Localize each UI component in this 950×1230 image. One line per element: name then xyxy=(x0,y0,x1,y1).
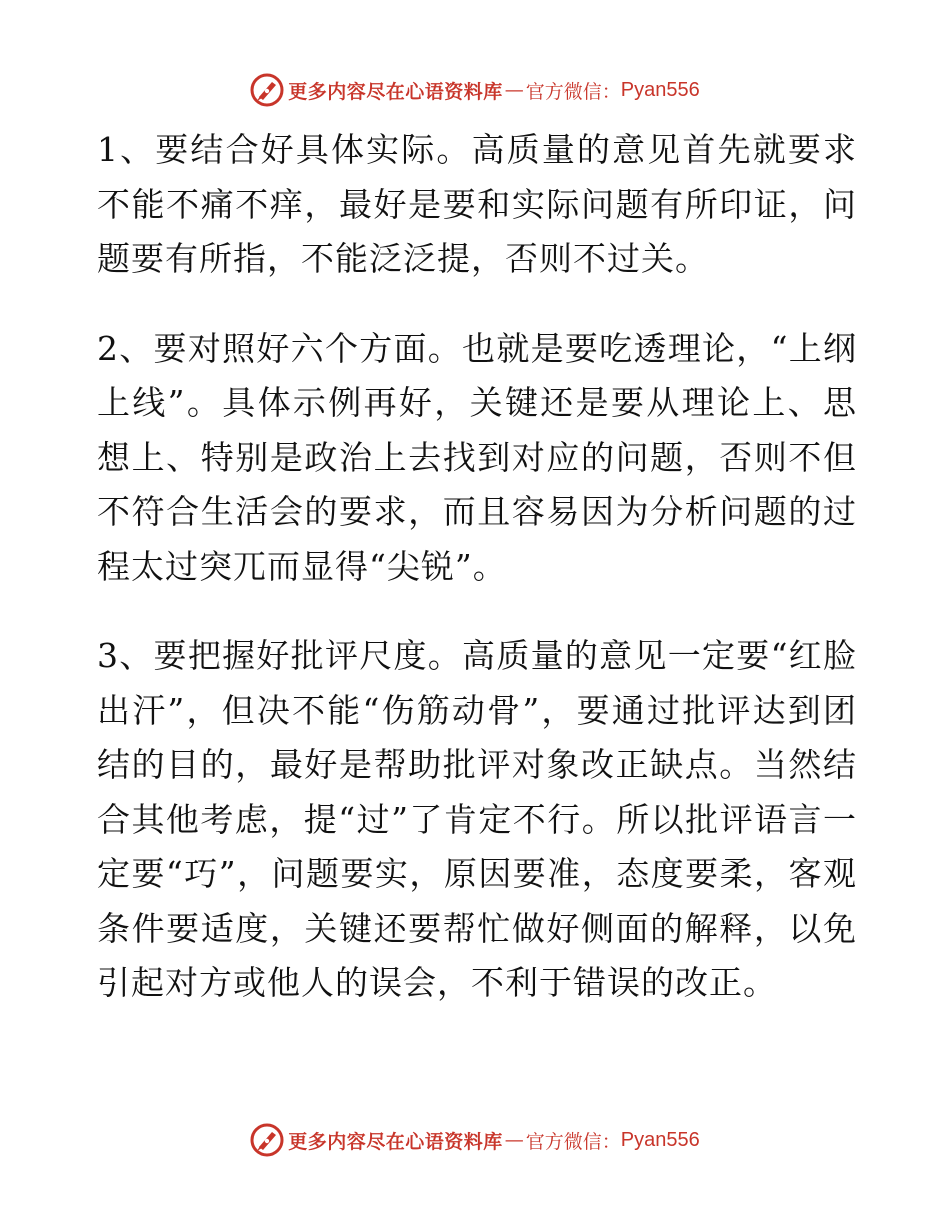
header-wechat-id: Pyan556 xyxy=(620,78,700,101)
pen-circle-logo-icon xyxy=(250,1123,284,1157)
footer-banner xyxy=(0,1120,950,1160)
footer-wechat-label: 官方微信： xyxy=(525,1130,621,1153)
footer-separator: — xyxy=(504,1129,524,1151)
header-promo-text: 更多内容尽在心语资料库 xyxy=(288,80,503,103)
paragraph-2: 2、要对照好六个方面。也就是要吃透理论，“上纲上线”。具体示例再好，关键还是要从理论上、思想上、特别是政治上去找到对应的问题，否则不但不符合生活会的要求，而且容易因为分析问题的过程太过突兀而显得“尖锐”。 xyxy=(97,328,857,586)
header-wechat-label: 官方微信： xyxy=(525,80,621,103)
footer-wechat-id: Pyan556 xyxy=(620,1128,700,1151)
document-body xyxy=(97,123,857,1046)
pen-circle-logo-icon xyxy=(250,73,284,107)
paragraph-3: 3、要把握好批评尺度。高质量的意见一定要“红脸出汗”，但决不能“伤筋动骨”，要通过批评达到团结的目的，最好是帮助批评对象改正缺点。当然结合其他考虑，提“过”了肯定不行。所以批评语言一定要“巧”，问题要实，原因要准，态度要柔，客观条件要适度，关键还要帮忙做好侧面的解释，以免引起对方或他人的误会，不利于错误的改正。 xyxy=(97,636,857,1002)
footer-promo-text: 更多内容尽在心语资料库 xyxy=(288,1130,503,1153)
header-separator: — xyxy=(504,79,524,101)
paragraph-1: 1、要结合好具体实际。高质量的意见首先就要求不能不痛不痒，最好是要和实际问题有所印证，问题要有所指，不能泛泛提，否则不过关。 xyxy=(97,130,857,278)
header-banner xyxy=(0,70,950,110)
